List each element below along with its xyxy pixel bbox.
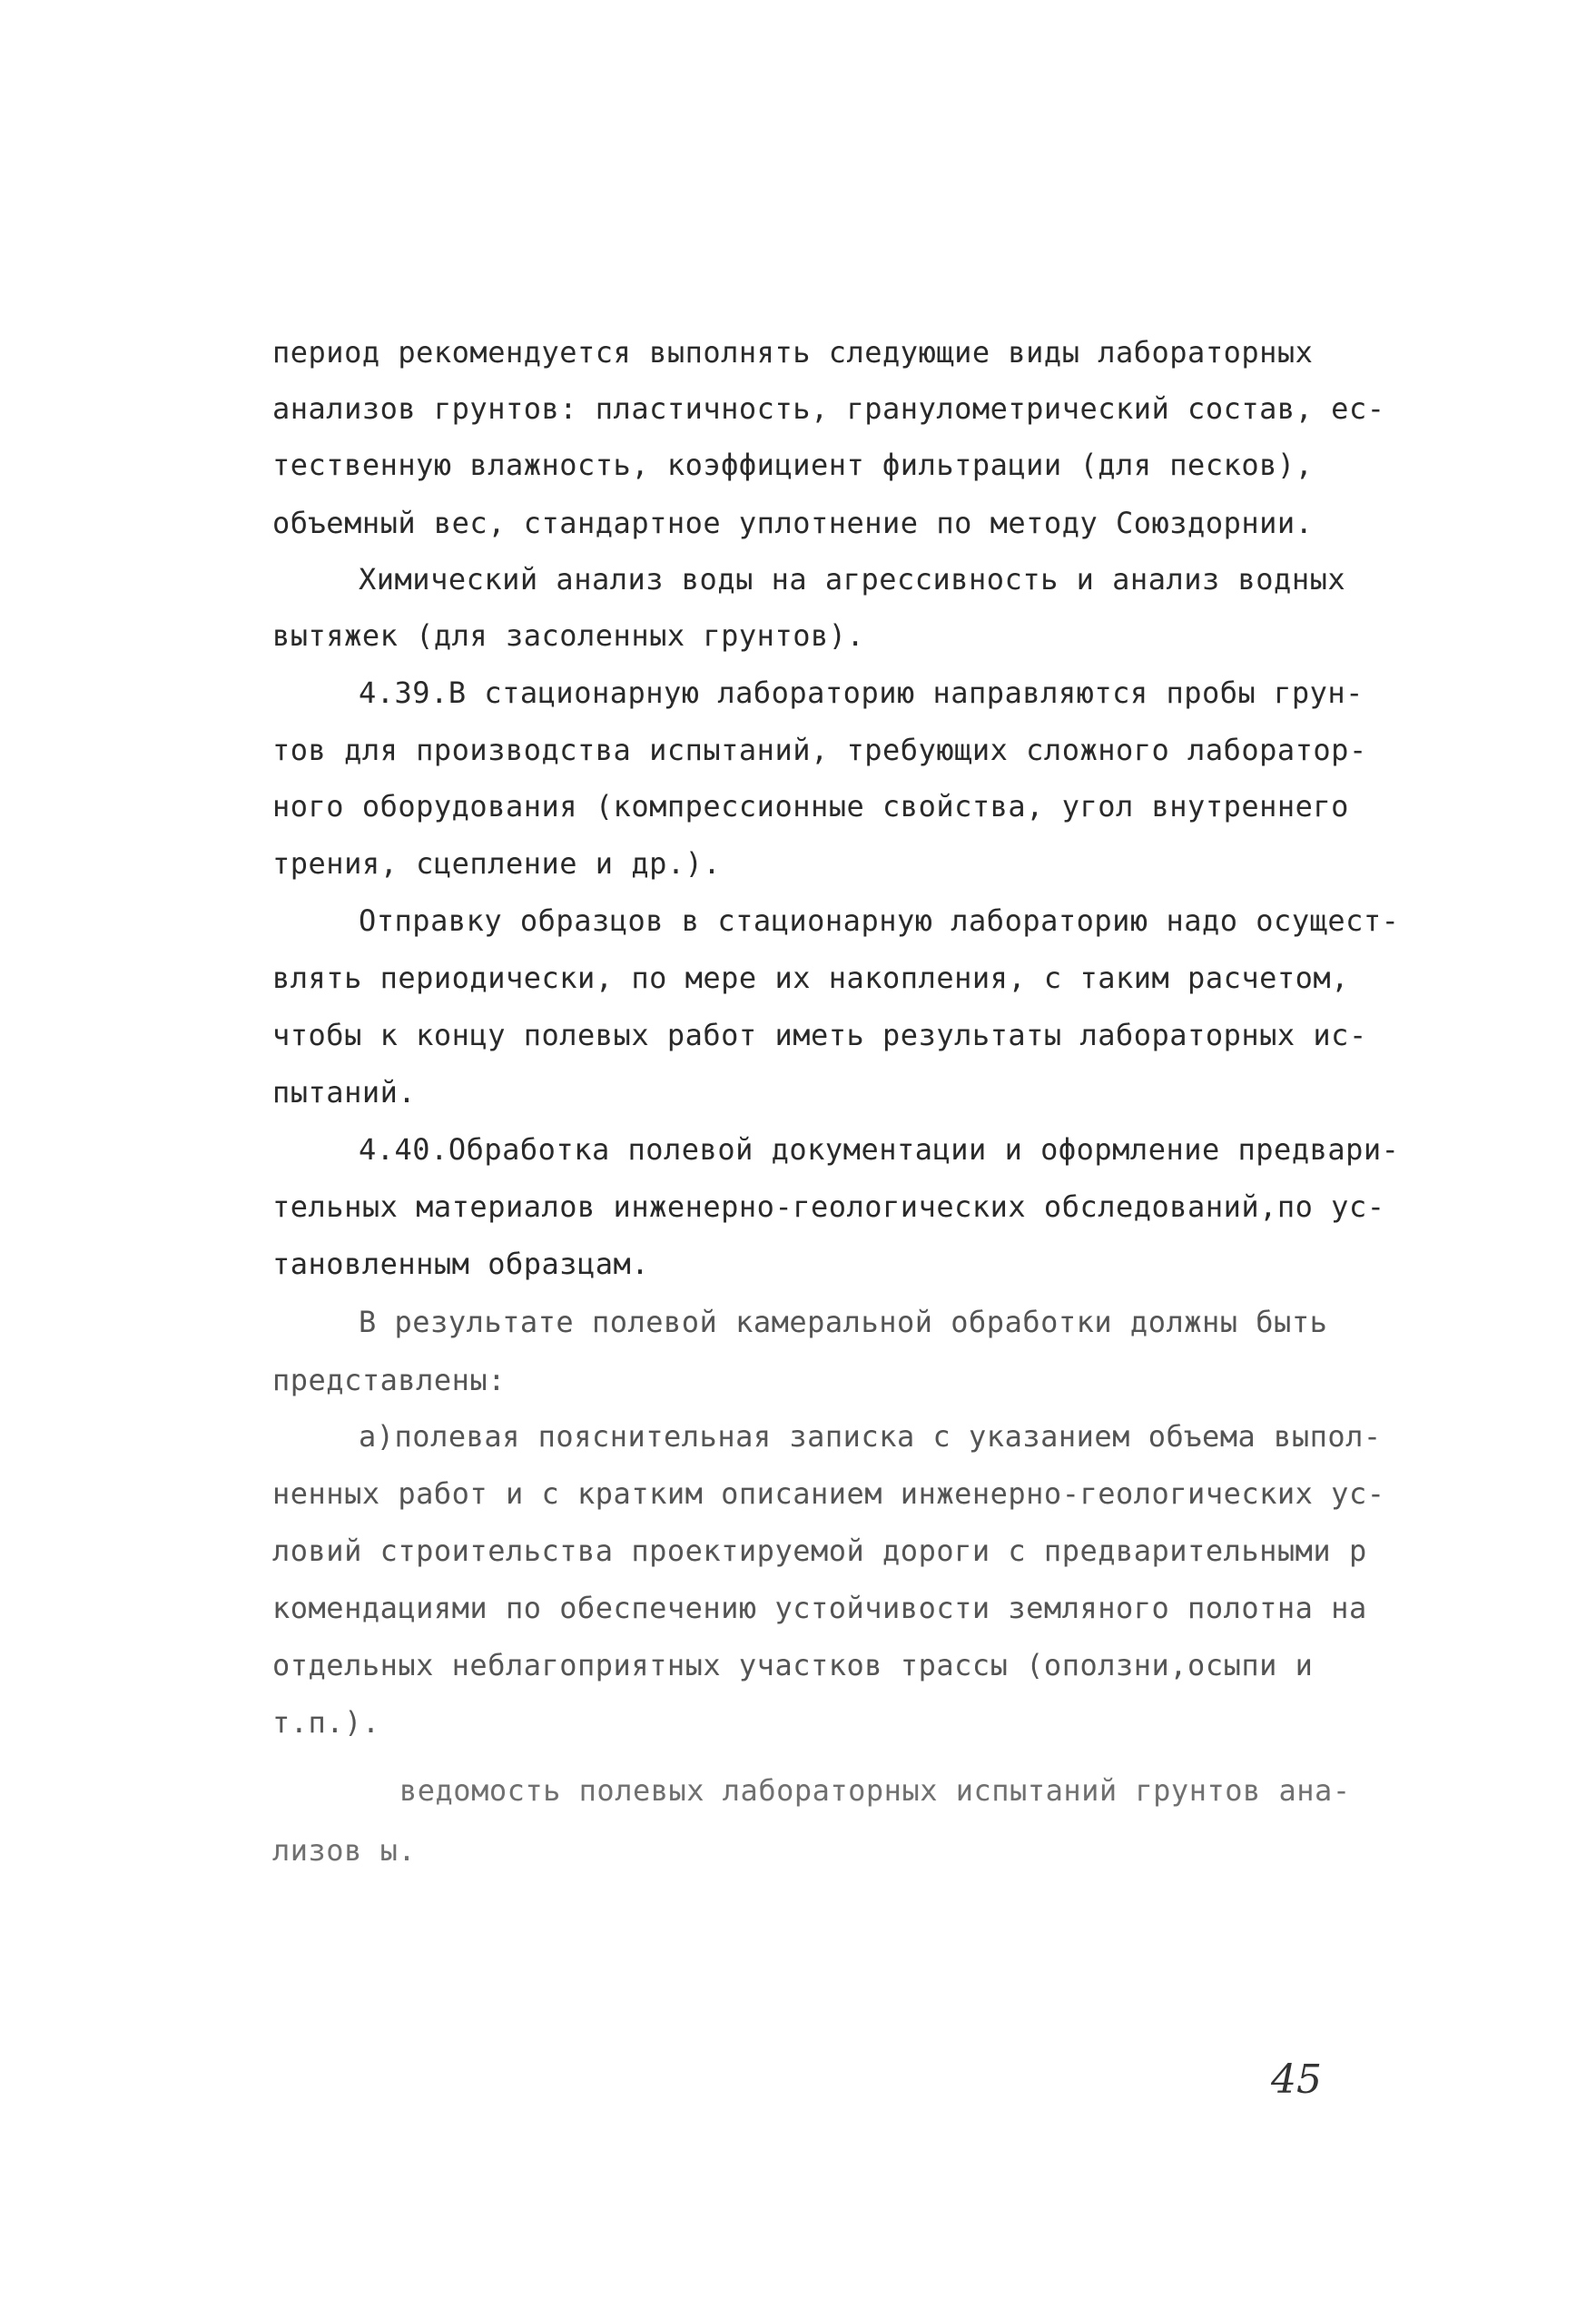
text-line: пытаний. [272,1075,417,1110]
text-line: период рекомендуется выполнять следующие виды лабораторных [272,335,1314,370]
text-line: чтобы к концу полевых работ иметь результаты лабораторных ис- [272,1018,1367,1052]
text-line: т.п.). [272,1705,380,1740]
text-line: тественную влажность, коэффициент фильтрации (для песков), [272,448,1314,482]
text-line: вытяжек (для засоленных грунтов). [272,618,865,653]
text-line: представлены: [272,1363,506,1397]
text-line: ного оборудования (компрессионные свойства, угол внутреннего [272,789,1349,824]
text-line: тов для производства испытаний, требующих сложного лаборатор- [272,733,1367,767]
text-line: 4.40.Обработка полевой документации и оформление предвари- [359,1132,1400,1167]
text-line: ненных работ и с кратким описанием инженерно-геологических ус- [272,1476,1385,1511]
page-number: 45 [1271,2056,1322,2103]
text-line: объемный вес, стандартное уплотнение по методу Союздорнии. [272,506,1314,540]
text-line: комендациями по обеспечению устойчивости земляного полотна на [272,1591,1367,1625]
text-line: лизов ы. [272,1833,417,1868]
text-line: Химический анализ воды на агрессивность и анализ водных [359,562,1346,597]
text-line: 4.39.В стационарную лабораторию направляются пробы грун- [359,676,1364,710]
text-line: ведомость полевых лабораторных испытаний грунтов ана- [399,1773,1351,1808]
text-line: В результате полевой камеральной обработки должны быть [359,1305,1328,1339]
text-line: а)полевая пояснительная записка с указанием объема выпол- [359,1419,1382,1454]
text-line: анализов грунтов: пластичность, гранулометрический состав, ес- [272,391,1385,426]
text-line: ловий строительства проектируемой дороги с предварительными р [272,1534,1367,1568]
text-line: отдельных неблагоприятных участков трассы (оползни,осыпи и [272,1648,1314,1682]
text-line: тельных материалов инженерно-геологических обследований,по ус- [272,1189,1385,1224]
text-line: тановленным образцам. [272,1247,650,1281]
text-line: влять периодически, по мере их накопления, с таким расчетом, [272,961,1349,995]
text-line: Отправку образцов в стационарную лабораторию надо осущест- [359,903,1400,938]
text-line: трения, сцепление и др.). [272,846,722,881]
